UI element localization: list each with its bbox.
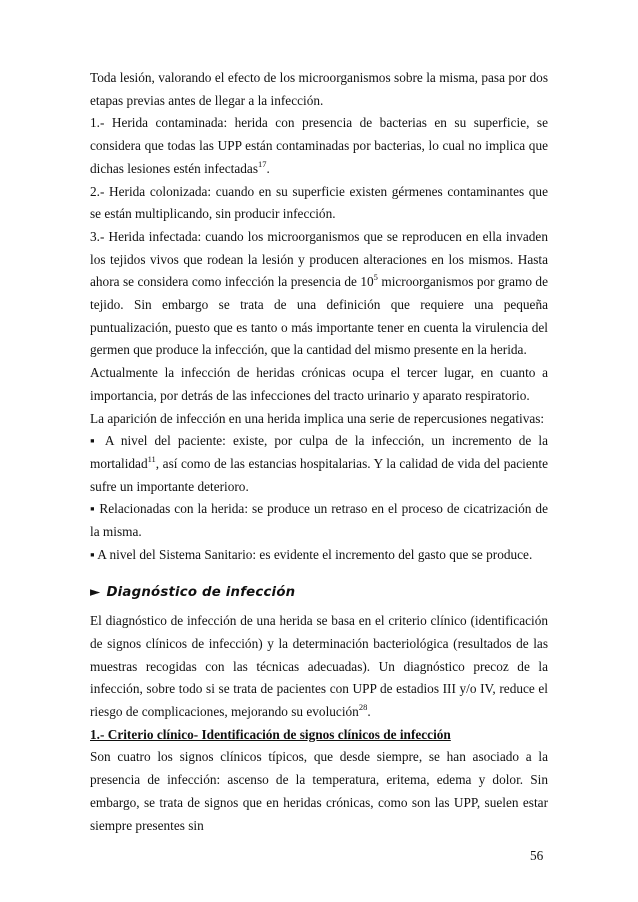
text: 1.- Herida contaminada: herida con presencia de bacterias en su superficie, se considera que todas las UPP están contaminadas por bacterias, lo cual no implica que dichas lesiones estén infectadas bbox=[90, 115, 548, 176]
paragraph-clinical-signs: Son cuatro los signos clínicos típicos, que desde siempre, se han asociado a la presencia de infección: ascenso de la temperatura, eritema, edema y dolor. Sin embargo, se trata de signos que en heridas crónicas, como son las UPP, suelen estar siempre presentes sin bbox=[90, 749, 548, 833]
text: ▪ A nivel del paciente: existe, por culpa de la infección, un incremento de la mortalidad bbox=[90, 433, 548, 471]
text: El diagnóstico de infección de una herida se basa en el criterio clínico (identificación de signos clínicos de infección) y la determinación bacteriológica (resultados de las muestras recogidas con las técnicas adecuadas). Un diagnóstico precoz de la infección, sobre todo si se trata de pacientes con UPP de estadios III y/o IV, reduce el riesgo de complicaciones, mejorando su evolución bbox=[90, 613, 548, 719]
arrow-icon: ► bbox=[90, 585, 101, 601]
text: 3.- Herida infectada: cuando los microorganismos que se reproducen en ella invaden los tejidos vivos que rodean la lesión y producen alteraciones en los mismos. Hasta ahora se considera como infección la presencia de 10 bbox=[90, 228, 548, 290]
text: . bbox=[367, 703, 371, 719]
page-number: 56 bbox=[530, 848, 544, 863]
bullet-health-system: ▪ A nivel del Sistema Sanitario: es evidente el incremento del gasto que se produce. bbox=[90, 546, 533, 562]
document-page bbox=[90, 67, 548, 837]
reference-superscript: 28 bbox=[358, 701, 368, 712]
text: , así como de las estancias hospitalarias. Y la calidad de vida del paciente sufre un importante deterioro. bbox=[90, 455, 548, 494]
reference-superscript: 11 bbox=[147, 453, 156, 464]
paragraph-repercussions: La aparición de infección en una herida implica una serie de repercusiones negativas: bbox=[90, 410, 545, 426]
paragraph-intro: Toda lesión, valorando el efecto de los microorganismos sobre la misma, pasa por dos etapas previas antes de llegar a la infección. bbox=[90, 70, 548, 108]
exponent-superscript: 5 bbox=[373, 272, 378, 283]
paragraph-diagnosis bbox=[90, 610, 548, 724]
section-heading bbox=[90, 582, 548, 605]
paragraph-colonized-wound: 2.- Herida colonizada: cuando en su superficie existen gérmenes contaminantes que se están multiplicando, sin producir infección. bbox=[90, 183, 548, 222]
bullet-patient bbox=[90, 430, 548, 498]
paragraph-infected-wound bbox=[90, 226, 548, 362]
paragraph-chronic-infection: Actualmente la infección de heridas crónicas ocupa el tercer lugar, en cuanto a importancia, por detrás de las infecciones del tracto urinario y aparato respiratorio. bbox=[90, 365, 548, 403]
reference-superscript: 17 bbox=[258, 158, 267, 169]
text: . bbox=[266, 160, 270, 176]
section-title: Diagnóstico de infección bbox=[106, 585, 296, 601]
bullet-wound: ▪ Relacionadas con la herida: se produce un retraso en el proceso de cicatrización de la misma. bbox=[90, 501, 548, 540]
paragraph-contaminated-wound bbox=[90, 112, 548, 180]
subheading-clinical-criterion: 1.- Criterio clínico- Identificación de signos clínicos de infección bbox=[90, 726, 451, 742]
text: microorganismos por gramo de tejido. Sin embargo se trata de una definición que requiere una pequeña puntualización, puesto que es tanto o más importante tener en cuenta la virulencia del germen que produce la infección, que la cantidad del mismo presente en la herida. bbox=[90, 274, 548, 358]
